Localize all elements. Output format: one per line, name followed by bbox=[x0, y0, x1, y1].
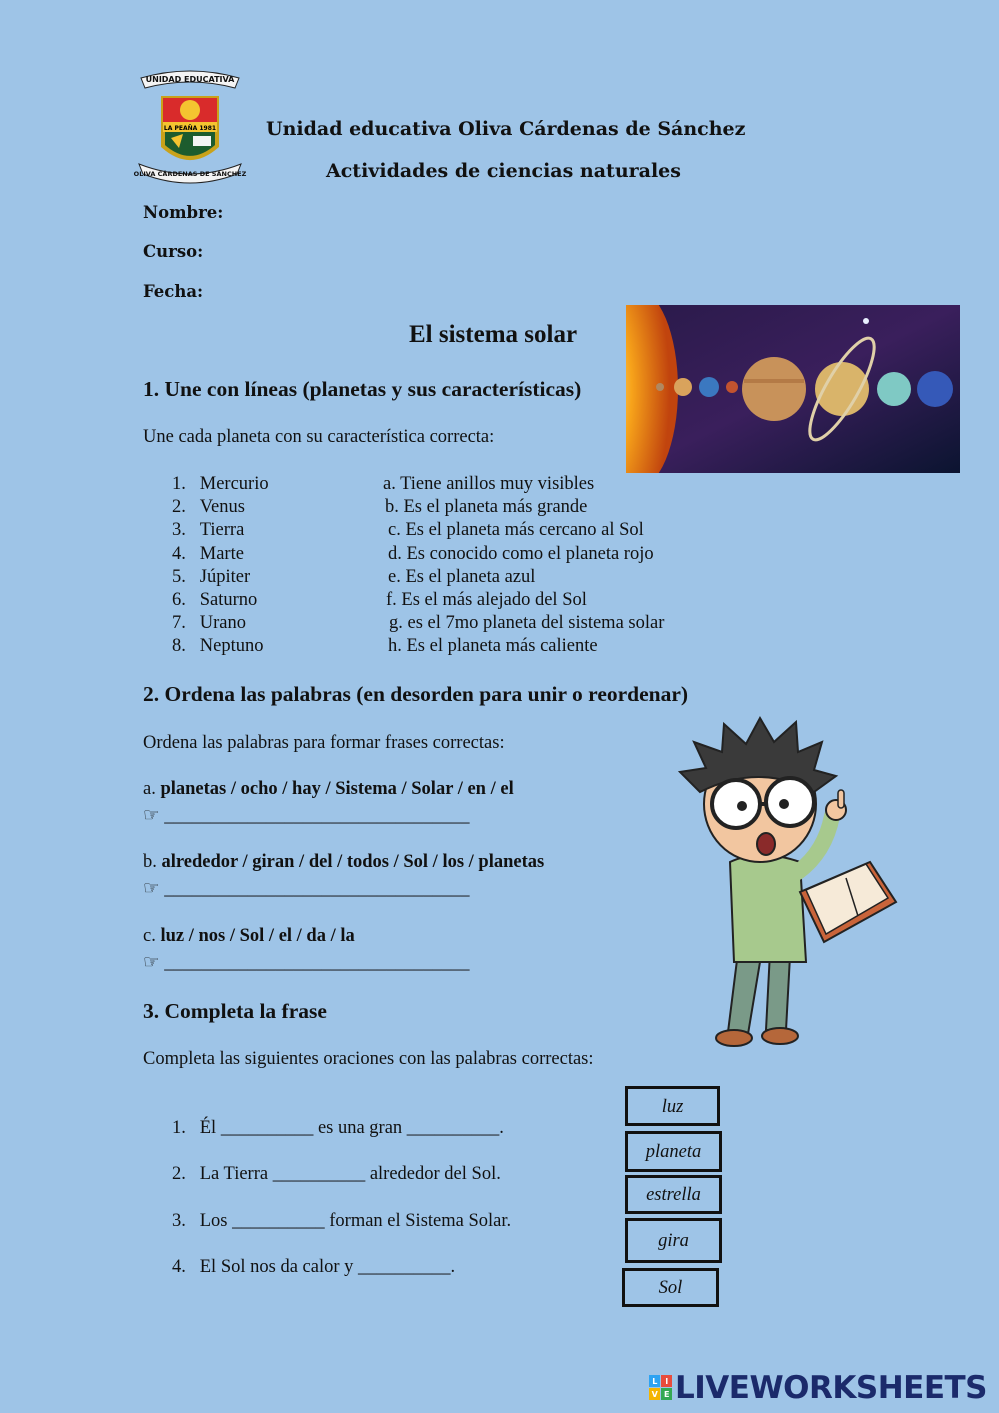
list-item: 7. Urano bbox=[172, 613, 246, 634]
school-logo bbox=[133, 66, 247, 188]
svg-text:L: L bbox=[652, 1377, 657, 1386]
section1-instruction: Une cada planeta con su característica correcta: bbox=[143, 427, 495, 447]
list-item: 8. Neptuno bbox=[172, 636, 264, 657]
section2-heading: 2. Ordena las palabras (en desorden para unir o reordenar) bbox=[143, 682, 689, 706]
scramble-words: planetas / ocho / hay / Sistema / Solar / en / el bbox=[160, 779, 514, 799]
word-bank-item[interactable]: planeta bbox=[625, 1131, 722, 1172]
solar-system-image bbox=[626, 305, 960, 473]
sentence-4: 4. El Sol nos da calor y __________. bbox=[172, 1257, 456, 1277]
list-item: f. Es el más alejado del Sol bbox=[386, 590, 587, 611]
brand-name: LIVEWORKSHEETS bbox=[675, 1370, 987, 1406]
planet-list bbox=[172, 473, 269, 659]
scramble-a bbox=[143, 779, 514, 800]
list-item: 3. Tierra bbox=[172, 520, 245, 541]
scramble-words: luz / nos / Sol / el / da / la bbox=[160, 926, 355, 946]
logo-top-text: UNIDAD EDUCATIVA bbox=[145, 75, 235, 84]
sentence-3: 3. Los __________ forman el Sistema Solar. bbox=[172, 1211, 512, 1231]
scramble-b bbox=[143, 852, 544, 873]
word-bank-item[interactable]: luz bbox=[625, 1086, 720, 1126]
list-item: a. Tiene anillos muy visibles bbox=[383, 474, 595, 494]
sentence-2: 2. La Tierra __________ alrededor del Sol. bbox=[172, 1164, 501, 1184]
answer-line-b[interactable]: ☞ _________________________________ bbox=[143, 879, 470, 899]
list-item: g. es el 7mo planeta del sistema solar bbox=[389, 613, 665, 634]
svg-text:V: V bbox=[651, 1390, 658, 1399]
liveworksheets-logo-icon bbox=[649, 1375, 673, 1401]
list-item: b. Es el planeta más grande bbox=[385, 497, 588, 518]
date-label: Fecha: bbox=[143, 282, 204, 301]
list-item: e. Es el planeta azul bbox=[388, 566, 536, 587]
list-item: h. Es el planeta más caliente bbox=[388, 636, 598, 657]
list-item: 5. Júpiter bbox=[172, 566, 251, 587]
liveworksheets-brand bbox=[649, 1370, 987, 1406]
word-bank-item[interactable]: Sol bbox=[622, 1268, 719, 1307]
logo-year-text: LA PEAÑA 1981 bbox=[163, 125, 217, 132]
list-item: 2. Venus bbox=[172, 497, 245, 518]
section1-heading: 1. Une con líneas (planetas y sus características) bbox=[143, 377, 582, 401]
svg-text:I: I bbox=[665, 1377, 668, 1386]
page-title: El sistema solar bbox=[409, 321, 578, 348]
list-item: 6. Saturno bbox=[172, 590, 258, 611]
school-name: Unidad educativa Oliva Cárdenas de Sánchez bbox=[266, 118, 746, 140]
list-item: 4. Marte bbox=[172, 543, 244, 564]
answer-line-a[interactable]: ☞ _________________________________ bbox=[143, 806, 470, 826]
scramble-words: alrededor / giran / del / todos / Sol / los / planetas bbox=[161, 852, 545, 872]
logo-bottom-text: OLIVA CÁRDENAS DE SÁNCHEZ bbox=[133, 170, 247, 178]
cartoon-boy-illustration bbox=[610, 712, 940, 1052]
section3-instruction: Completa las siguientes oraciones con las palabras correctas: bbox=[143, 1049, 594, 1069]
name-label: Nombre: bbox=[143, 203, 224, 222]
scramble-letter: a. bbox=[143, 779, 156, 799]
section3-heading: 3. Completa la frase bbox=[143, 999, 327, 1023]
list-item: 1. Mercurio bbox=[172, 474, 269, 494]
sentence-1: 1. Él __________ es una gran __________. bbox=[172, 1118, 504, 1138]
scramble-letter: c. bbox=[143, 926, 156, 946]
list-item: d. Es conocido como el planeta rojo bbox=[388, 543, 654, 564]
list-item: c. Es el planeta más cercano al Sol bbox=[388, 520, 644, 541]
svg-text:E: E bbox=[664, 1390, 669, 1399]
answer-line-c[interactable]: ☞ _________________________________ bbox=[143, 953, 470, 973]
word-bank-item[interactable]: gira bbox=[625, 1218, 722, 1263]
scramble-letter: b. bbox=[143, 852, 157, 872]
word-bank-item[interactable]: estrella bbox=[625, 1175, 722, 1214]
subject-title: Actividades de ciencias naturales bbox=[326, 160, 681, 182]
scramble-c bbox=[143, 926, 355, 947]
course-label: Curso: bbox=[143, 242, 204, 261]
feature-list bbox=[383, 473, 664, 659]
section2-instruction: Ordena las palabras para formar frases correctas: bbox=[143, 733, 505, 753]
